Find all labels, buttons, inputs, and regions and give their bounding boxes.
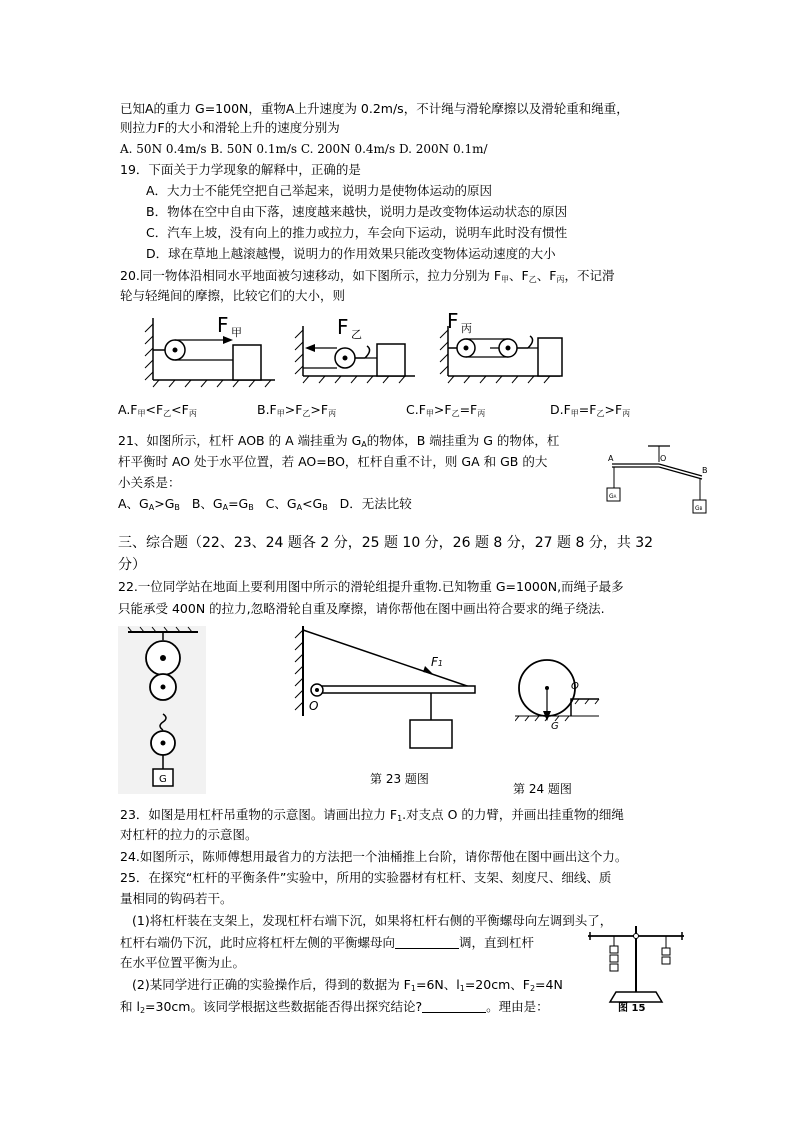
section-3-title-line-2: 分）	[118, 557, 146, 573]
q21-line-3: 小关系是：	[118, 475, 181, 490]
q21-line-1: 21、如图所示，杠杆 AOB 的 A 端挂重为 $G_A$的物体，B 端挂重为 G 的物体，杠	[118, 433, 560, 449]
fig15-caption: 图 15	[618, 1003, 646, 1014]
q24-line-1: 24.如图所示，陈师傅想用最省力的方法把一个油桶推上台阶，请你帮他在图中画出这个力。	[120, 849, 628, 864]
q20-option-a: $A.F_甲<F_乙<F_丙$	[118, 402, 197, 418]
q19-option-d: D．球在草地上越滚越慢，说明力的作用效果只能改变物体运动速度的大小	[146, 246, 556, 261]
q22-line-1: 22.一位同学站在地面上要利用图中所示的滑轮组提升重物.已知物重 G=1000N,而绳子最多	[118, 579, 624, 594]
section-3-title-line-1: 三、综合题（22、23、24 题各 2 分，25 题 10 分，26 题 8 分，27 题 8 分，共 32	[118, 535, 654, 551]
fig23-lever	[293, 624, 483, 754]
label-f-jia: F	[217, 313, 229, 337]
fig24-caption: 第 24 题图	[513, 782, 572, 796]
q19-option-a: A．大力士不能凭空把自己举起来，说明力是使物体运动的原因	[146, 183, 493, 198]
figure-bing	[440, 309, 562, 383]
q25-part1-line-2: 杠杆右端仍下沉，此时应将杠杆左侧的平衡螺母向 调，直到杠杆	[120, 935, 535, 950]
figure-jia	[145, 313, 275, 387]
q25-line-2: 量相同的钩码若干。	[120, 891, 233, 906]
q20-stem-line-1: 20.同一物体沿相同水平地面被匀速移动，如下图所示，拉力分别为 $F_甲$、$F_乙$、$F_丙$，不记滑	[120, 268, 615, 284]
q25-line-1: 25．在探究“杠杆的平衡条件”实验中，所用的实验器材有杠杆、支架、刻度尺、细线、质	[120, 870, 612, 885]
q21-line-2: 杆平衡时 AO 处于水平位置，若 AO=BO，杠杆自重不计，则 GA 和 GB 的大	[118, 454, 548, 469]
q25-part2-line-2: 和 $l_2=30cm$。该同学根据这些数据能否得出探究结论? 。理由是：	[120, 999, 549, 1015]
q25-part1-line-3: 在水平位置平衡为止。	[120, 955, 246, 970]
fig23-caption: 第 23 题图	[370, 772, 429, 786]
q19-stem: 19．下面关于力学现象的解释中，正确的是	[120, 162, 361, 177]
label-f-yi-sub: 乙	[351, 328, 362, 341]
label-g-weight: G	[159, 774, 167, 785]
q20-option-c: $C.F_甲>F_乙=F_丙$	[406, 402, 486, 418]
q25-part2-line-1: (2)某同学进行正确的实验操作后，得到的数据为 $F_1=6N$、$l_1=20cm$、$F_2=4N$	[132, 977, 563, 993]
q23-line-1: 23．如图是用杠杆吊重物的示意图。请画出拉力 $F_1$.对支点 O 的力臂，并画出挂重物的细绳	[120, 807, 624, 823]
q21-lever-figure	[598, 440, 728, 520]
label-f1: F1	[431, 655, 443, 669]
figure-yi	[295, 315, 415, 383]
label-ga: GA	[609, 493, 617, 500]
label-o: O	[660, 454, 667, 463]
fig24-barrel	[515, 655, 605, 735]
intro-line-2: 则拉力F的大小和滑轮上升的速度分别为	[120, 120, 340, 135]
fig15-lever-apparatus	[588, 922, 698, 1014]
q19-option-c: C．汽车上坡，没有向上的推力或拉力，车会向下运动，说明车此时没有惯性	[146, 225, 568, 240]
label-g-24: G	[551, 721, 559, 732]
label-f-yi: F	[337, 315, 349, 339]
label-gb: GB	[695, 505, 703, 512]
label-f-bing: F	[447, 309, 459, 333]
q22-pulley-figure	[118, 626, 206, 794]
answer-blank-direction[interactable]	[395, 936, 459, 949]
q23-line-2: 对杠杆的拉力的示意图。	[120, 827, 258, 842]
q21-options: A、$G_A>G_B$ B、$G_A=G_B$ C、$G_A<G_B$ D．无法比较	[118, 496, 412, 512]
q22-line-2: 只能承受 400N 的拉力,忽略滑轮自重及摩擦，请你帮他在图中画出符合要求的绳子绕法.	[118, 601, 605, 616]
q25-part1-line-1: (1)将杠杆装在支架上，发现杠杆右端下沉，如果将杠杆右侧的平衡螺母向左调到头了，	[132, 913, 613, 928]
q20-stem-line-2: 轮与轻绳间的摩擦，比较它们的大小，则	[120, 288, 346, 303]
q20-figures	[135, 308, 695, 390]
label-o-23: O	[309, 699, 319, 713]
label-b: B	[702, 466, 708, 475]
answer-blank-conclusion[interactable]	[422, 1000, 486, 1013]
label-f-bing-sub: 丙	[461, 322, 472, 335]
intro-line-1: 已知A的重力 G=100N，重物A上升速度为 0.2m/s，不计绳与滑轮摩擦以及滑轮重和绳重，	[120, 101, 629, 116]
q20-option-b: $B.F_甲>F_乙>F_丙$	[257, 402, 337, 418]
label-f-jia-sub: 甲	[231, 326, 242, 339]
q20-option-d: $D.F_甲=F_乙>F_丙$	[550, 402, 631, 418]
intro-options: A. 50N 0.4m/s B. 50N 0.1m/s C. 200N 0.4m/s D. 200N 0.1m/	[120, 142, 488, 156]
q19-option-b: B．物体在空中自由下落，速度越来越快，说明力是改变物体运动状态的原因	[146, 204, 568, 219]
label-o-24: O	[571, 681, 579, 692]
label-a: A	[608, 454, 614, 463]
